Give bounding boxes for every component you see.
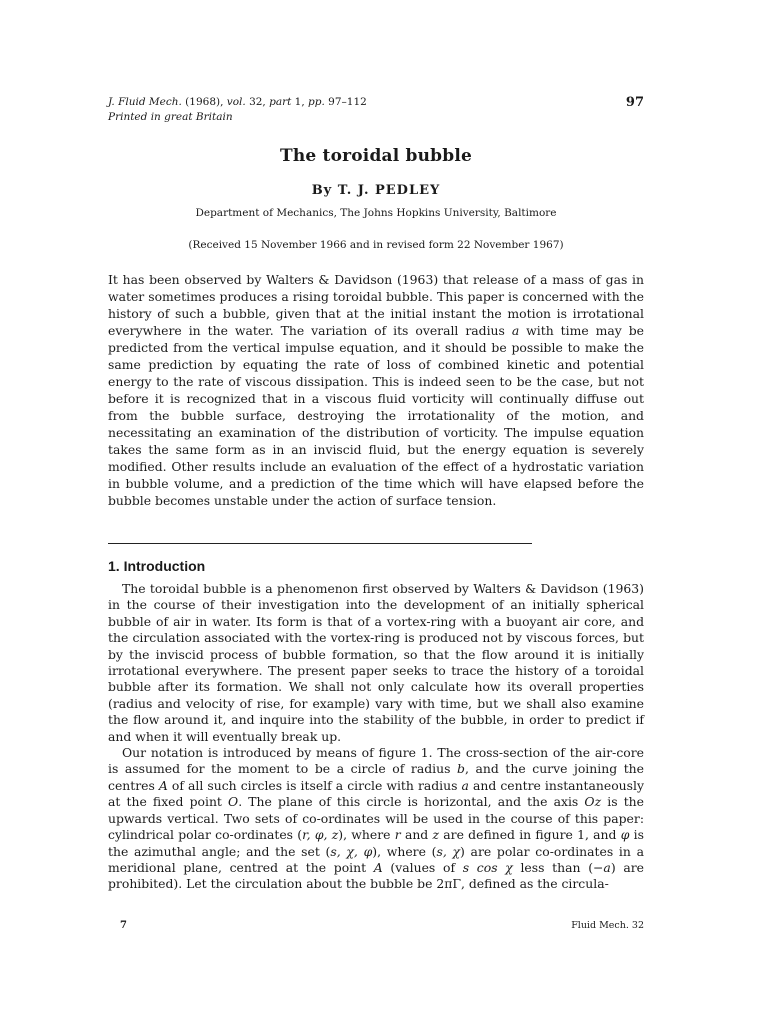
affiliation: Department of Mechanics, The Johns Hopkins University, Baltimore	[195, 207, 557, 219]
paragraph: The toroidal bubble is a phenomenon first observed by Walters & Davidson (1963) in the course of their investigation into the development of an initially spherical bubble of air in water. Its form is that of a vortex-ring with a buoyant air core, and the circulation associated with the vortex-ring is produced not by viscous forces, but by the inviscid process of bubble formation, so that the flow around it is initially irrotational everywhere. The present paper seeks to trace the history of a toroidal bubble after its formation. We shall not only calculate how its overall properties (radius and velocity of rise, for example) vary with time, but we shall also examine the flow around it, and inquire into the stability of the bubble, in order to predict if and when it will eventually break up.	[108, 581, 644, 744]
footer-journal: Fluid Mech. 32	[571, 920, 644, 931]
printed-line: Printed in great Britain	[108, 111, 233, 123]
author-line: By T. J. PEDLEY	[311, 183, 441, 198]
introduction-body	[108, 581, 644, 893]
citation-line: J. Fluid Mech. (1968), vol. 32, part 1, pp. 97–112	[108, 96, 367, 108]
abstract: It has been observed by Walters & Davidson (1963) that release of a mass of gas in water sometimes produces a rising toroidal bubble. This paper is concerned with the history of such a bubble, given that at the initial instant the motion is irrotational everywhere in the water. The variation of its overall radius a with time may be predicted from the vertical impulse equation, and it should be possible to make the same prediction by equating the rate of loss of combined kinetic and potential energy to the rate of viscous dissipation. This is indeed seen to be the case, but not before it is recognized that in a viscous fluid vorticity will continually diffuse out from the bubble surface, destroying the irrotationality of the motion, and necessitating an examination of the distribution of vorticity. The impulse equation takes the same form as in an inviscid fluid, but the energy equation is severely modified. Other results include an evaluation of the effect of a hydrostatic variation in bubble volume, and a prediction of the time which will have elapsed before the bubble becomes unstable under the action of surface tension.	[108, 272, 644, 508]
running-header	[108, 95, 644, 125]
paper-page	[108, 0, 644, 1024]
abstract-divider	[108, 543, 532, 544]
received-dates: (Received 15 November 1966 and in revised form 22 November 1967)	[188, 239, 564, 251]
paper-title: The toroidal bubble	[279, 146, 473, 166]
section-heading: 1. Introduction	[108, 558, 206, 574]
paragraph: Our notation is introduced by means of figure 1. The cross-section of the air-core is assumed for the moment to be a circle of radius b, and the curve joining the centres A of all such circles is itself a circle with radius a and centre instantaneously at the fixed point O. The plane of this circle is horizontal, and the axis Oz is the upwards vertical. Two sets of co-ordinates will be used in the course of this paper: cylindrical polar co-ordinates (r, φ, z), where r and z are defined in figure 1, and φ is the azimuthal angle; and the set (s, χ, φ), where (s, χ) are polar co-ordinates in a meridional plane, centred at the point A (values of s cos χ less than (−a) are prohibited). Let the circulation about the bubble be 2πΓ, defined as the circula-	[108, 745, 644, 892]
page-number: 97	[625, 95, 644, 110]
signature-mark: 7	[120, 920, 127, 931]
